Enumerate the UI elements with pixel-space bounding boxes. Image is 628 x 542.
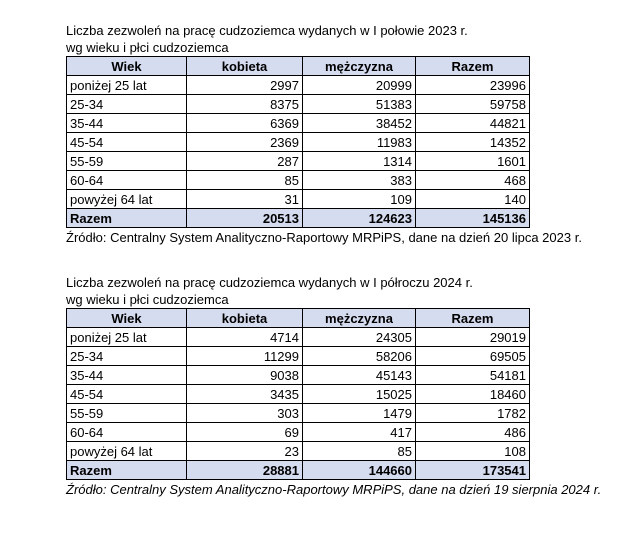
total-label: Razem bbox=[67, 209, 187, 228]
value-cell: 18460 bbox=[416, 385, 530, 404]
value-cell: 1479 bbox=[303, 404, 416, 423]
value-cell: 383 bbox=[303, 171, 416, 190]
table-subtitle: wg wieku i płci cudzoziemca bbox=[66, 40, 229, 55]
total-label: Razem bbox=[67, 461, 187, 480]
value-cell: 51383 bbox=[303, 95, 416, 114]
data-table bbox=[66, 56, 530, 228]
age-cell: 45-54 bbox=[67, 133, 187, 152]
total-cell: 145136 bbox=[416, 209, 530, 228]
table-row bbox=[67, 404, 530, 423]
value-cell: 69505 bbox=[416, 347, 530, 366]
age-cell: powyżej 64 lat bbox=[67, 442, 187, 461]
value-cell: 3435 bbox=[187, 385, 303, 404]
value-cell: 109 bbox=[303, 190, 416, 209]
value-cell: 8375 bbox=[187, 95, 303, 114]
age-cell: 25-34 bbox=[67, 95, 187, 114]
total-cell: 124623 bbox=[303, 209, 416, 228]
table-block-2024 bbox=[66, 274, 601, 498]
value-cell: 59758 bbox=[416, 95, 530, 114]
data-table bbox=[66, 308, 530, 480]
table-title: Liczba zezwoleń na pracę cudzoziemca wydanych w I połowie 2023 r. bbox=[66, 23, 468, 38]
table-row bbox=[67, 95, 530, 114]
value-cell: 20999 bbox=[303, 76, 416, 95]
total-row bbox=[67, 461, 530, 480]
table-block-2023 bbox=[66, 22, 582, 246]
table-row bbox=[67, 76, 530, 95]
table-row bbox=[67, 347, 530, 366]
age-cell: 25-34 bbox=[67, 347, 187, 366]
header-row bbox=[67, 309, 530, 328]
value-cell: 486 bbox=[416, 423, 530, 442]
header-cell: Razem bbox=[416, 309, 530, 328]
value-cell: 23996 bbox=[416, 76, 530, 95]
header-cell: kobieta bbox=[187, 309, 303, 328]
table-row bbox=[67, 114, 530, 133]
value-cell: 45143 bbox=[303, 366, 416, 385]
value-cell: 1601 bbox=[416, 152, 530, 171]
value-cell: 9038 bbox=[187, 366, 303, 385]
total-cell: 173541 bbox=[416, 461, 530, 480]
total-cell: 144660 bbox=[303, 461, 416, 480]
value-cell: 24305 bbox=[303, 328, 416, 347]
value-cell: 6369 bbox=[187, 114, 303, 133]
value-cell: 140 bbox=[416, 190, 530, 209]
value-cell: 44821 bbox=[416, 114, 530, 133]
value-cell: 69 bbox=[187, 423, 303, 442]
table-row bbox=[67, 385, 530, 404]
value-cell: 303 bbox=[187, 404, 303, 423]
header-cell: Razem bbox=[416, 57, 530, 76]
header-row bbox=[67, 57, 530, 76]
age-cell: 60-64 bbox=[67, 171, 187, 190]
table-row bbox=[67, 366, 530, 385]
table-row bbox=[67, 152, 530, 171]
value-cell: 11983 bbox=[303, 133, 416, 152]
header-cell: Wiek bbox=[67, 309, 187, 328]
value-cell: 15025 bbox=[303, 385, 416, 404]
value-cell: 2997 bbox=[187, 76, 303, 95]
table-row bbox=[67, 133, 530, 152]
value-cell: 58206 bbox=[303, 347, 416, 366]
age-cell: 35-44 bbox=[67, 366, 187, 385]
table-row bbox=[67, 423, 530, 442]
value-cell: 31 bbox=[187, 190, 303, 209]
age-cell: 55-59 bbox=[67, 404, 187, 423]
age-cell: powyżej 64 lat bbox=[67, 190, 187, 209]
age-cell: 60-64 bbox=[67, 423, 187, 442]
value-cell: 1314 bbox=[303, 152, 416, 171]
value-cell: 23 bbox=[187, 442, 303, 461]
age-cell: poniżej 25 lat bbox=[67, 76, 187, 95]
source-note: Źródło: Centralny System Analityczno-Raportowy MRPiPS, dane na dzień 19 sierpnia 2024 r. bbox=[66, 482, 602, 497]
value-cell: 14352 bbox=[416, 133, 530, 152]
total-row bbox=[67, 209, 530, 228]
header-cell: mężczyzna bbox=[303, 309, 416, 328]
value-cell: 287 bbox=[187, 152, 303, 171]
age-cell: 45-54 bbox=[67, 385, 187, 404]
age-cell: poniżej 25 lat bbox=[67, 328, 187, 347]
table-row bbox=[67, 171, 530, 190]
header-cell: Wiek bbox=[67, 57, 187, 76]
value-cell: 85 bbox=[187, 171, 303, 190]
value-cell: 2369 bbox=[187, 133, 303, 152]
header-cell: kobieta bbox=[187, 57, 303, 76]
age-cell: 55-59 bbox=[67, 152, 187, 171]
table-subtitle: wg wieku i płci cudzoziemca bbox=[66, 292, 229, 307]
header-cell: mężczyzna bbox=[303, 57, 416, 76]
table-row bbox=[67, 442, 530, 461]
value-cell: 11299 bbox=[187, 347, 303, 366]
total-cell: 20513 bbox=[187, 209, 303, 228]
value-cell: 1782 bbox=[416, 404, 530, 423]
table-row bbox=[67, 328, 530, 347]
value-cell: 108 bbox=[416, 442, 530, 461]
value-cell: 29019 bbox=[416, 328, 530, 347]
value-cell: 4714 bbox=[187, 328, 303, 347]
value-cell: 38452 bbox=[303, 114, 416, 133]
value-cell: 85 bbox=[303, 442, 416, 461]
value-cell: 417 bbox=[303, 423, 416, 442]
value-cell: 468 bbox=[416, 171, 530, 190]
table-title: Liczba zezwoleń na pracę cudzoziemca wydanych w I półroczu 2024 r. bbox=[66, 275, 473, 290]
total-cell: 28881 bbox=[187, 461, 303, 480]
age-cell: 35-44 bbox=[67, 114, 187, 133]
source-note: Źródło: Centralny System Analityczno-Raportowy MRPiPS, dane na dzień 20 lipca 2023 r. bbox=[66, 230, 582, 245]
value-cell: 54181 bbox=[416, 366, 530, 385]
table-row bbox=[67, 190, 530, 209]
